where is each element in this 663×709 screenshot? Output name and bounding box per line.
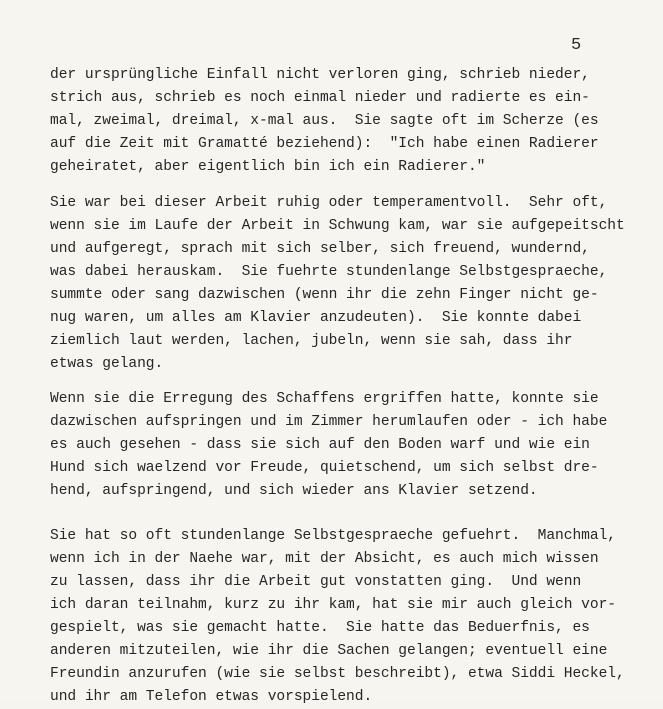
text-line: gespielt, was sie gemacht hatte. Sie hatte das Beduerfnis, es xyxy=(50,620,590,636)
text-line: ziemlich laut werden, lachen, jubeln, wenn sie sah, dass ihr xyxy=(50,333,573,349)
paragraph xyxy=(50,525,650,709)
text-line: es auch gesehen - dass sie sich auf den Boden warf und wie ein xyxy=(50,437,590,453)
text-line: geheiratet, aber eigentlich bin ich ein Radierer." xyxy=(50,159,486,175)
text-line: zu lassen, dass ihr die Arbeit gut vonstatten ging. Und wenn xyxy=(50,574,582,590)
text-line: strich aus, schrieb es noch einmal nieder und radierte es ein- xyxy=(50,90,590,106)
text-line: Sie war bei dieser Arbeit ruhig oder temperamentvoll. Sehr oft, xyxy=(50,195,608,211)
text-line: ich daran teilnahm, kurz zu ihr kam, hat sie mir auch gleich vor- xyxy=(50,597,616,613)
text-line: und ihr am Telefon etwas vorspielend. xyxy=(50,689,373,705)
text-line: und aufgeregt, sprach mit sich selber, sich freuend, wundernd, xyxy=(50,241,590,257)
page-number: 5 xyxy=(571,36,582,55)
text-line: Hund sich waelzend vor Freude, quietschend, um sich selbst dre- xyxy=(50,460,599,476)
text-line: Freundin anzurufen (wie sie selbst beschreibt), etwa Siddi Heckel, xyxy=(50,666,625,682)
text-line: dazwischen aufspringen und im Zimmer herumlaufen oder - ich habe xyxy=(50,414,608,430)
text-line: was dabei herauskam. Sie fuehrte stundenlange Selbstgespraeche, xyxy=(50,264,608,280)
text-line: anderen mitzuteilen, wie ihr die Sachen gelangen; eventuell eine xyxy=(50,643,608,659)
text-line: etwas gelang. xyxy=(50,356,164,372)
paragraph xyxy=(50,388,650,503)
text-line: auf die Zeit mit Gramatté beziehend): "Ich habe einen Radierer xyxy=(50,136,599,152)
text-line: summte oder sang dazwischen (wenn ihr die zehn Finger nicht ge- xyxy=(50,287,599,303)
text-line: Sie hat so oft stundenlange Selbstgespraeche gefuehrt. Manchmal, xyxy=(50,528,616,544)
text-line: nug waren, um alles am Klavier anzudeuten). Sie konnte dabei xyxy=(50,310,582,326)
text-line: Wenn sie die Erregung des Schaffens ergriffen hatte, konnte sie xyxy=(50,391,599,407)
paragraph xyxy=(50,64,650,179)
text-line: der ursprüngliche Einfall nicht verloren ging, schrieb nieder, xyxy=(50,67,590,83)
paragraph xyxy=(50,192,650,376)
text-line: wenn sie im Laufe der Arbeit in Schwung kam, war sie aufgepeitscht xyxy=(50,218,625,234)
text-line: mal, zweimal, dreimal, x-mal aus. Sie sagte oft im Scherze (es xyxy=(50,113,599,129)
text-line: hend, aufspringend, und sich wieder ans Klavier setzend. xyxy=(50,483,538,499)
text-line: wenn ich in der Naehe war, mit der Absicht, es auch mich wissen xyxy=(50,551,599,567)
